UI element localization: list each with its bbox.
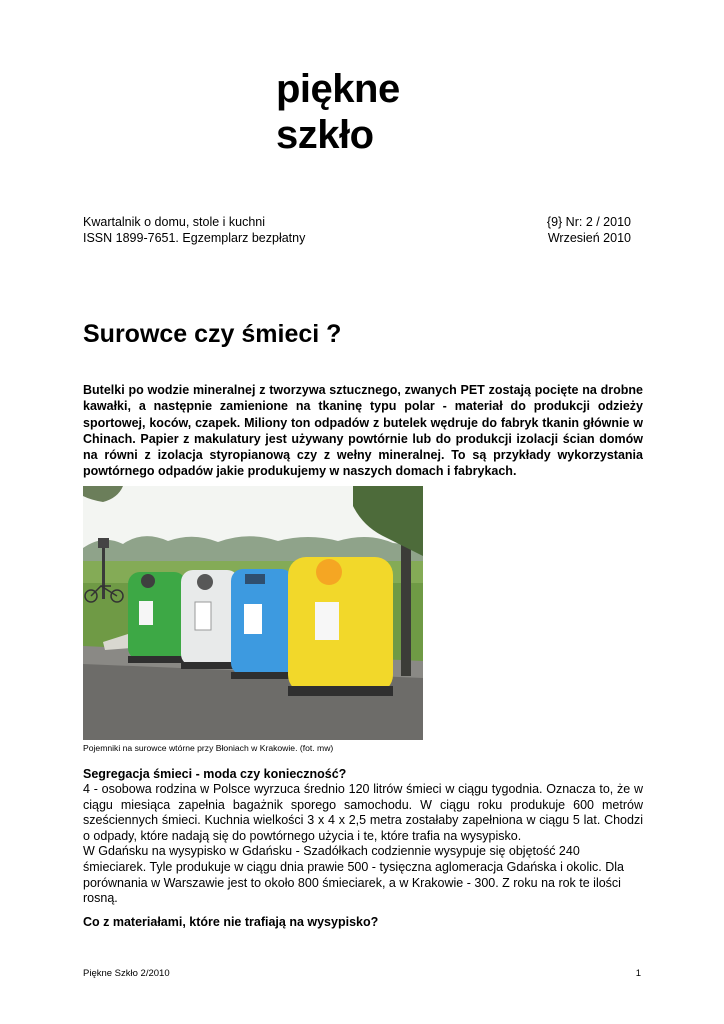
footer-publication: Piękne Szkło 2/2010 (83, 968, 170, 979)
section-heading-segregation: Segregacja śmieci - moda czy konieczność? (83, 767, 347, 781)
issue-meta (83, 214, 631, 246)
section-body (83, 782, 643, 907)
logo-line-2: szkło (276, 113, 374, 157)
magazine-subtitle: Kwartalnik o domu, stole i kuchni (83, 215, 266, 229)
page-number: 1 (635, 968, 641, 979)
paragraph-family-waste: 4 - osobowa rodzina w Polsce wyrzuca średnio 120 litrów śmieci w ciągu tygodnia. Oznacza to, że w ciągu miesiąca zapełnia bagażnik sporego samochodu. W ciągu roku produkuje 600 metrów sześciennych śmieci. Kuchnia wielkości 3 x 4 x 2,5 metra zostałaby zapełniona w ciągu 5 lat. Chodzi o odpady, które nadają się do powtórnego użycia i te, które trafia na wysypisko. (83, 782, 643, 843)
article-title: Surowce czy śmieci ? (83, 320, 342, 348)
photo-caption: Pojemniki na surowce wtórne przy Błoniach w Krakowie. (fot. mw) (83, 743, 334, 753)
recycling-bins-photo (83, 486, 423, 740)
logo-line-1: piękne (276, 67, 400, 111)
magazine-logo (276, 66, 400, 158)
issn-line: ISSN 1899-7651. Egzemplarz bezpłatny (83, 231, 306, 245)
article-lead: Butelki po wodzie mineralnej z tworzywa sztucznego, zwanych PET zostają pocięte na drobne kawałki, a następnie zamienione na tkaninę typu polar - materiał do produkcji odzieży sportowej, koców, czapek. Miliony ton odpadów z butelek wędruje do fabryk tkanin głównie w Chinach. Papier z makulatury jest używany powtórnie lub do produkcji izolacji ścian domów na równi z izolacja styropianową czy z wełny mineralnej. To są przykłady wykorzystania powtórnego odpadów jakie produkujemy w naszych domach i fabrykach. (83, 383, 643, 479)
section-heading-materials: Co z materiałami, które nie trafiają na wysypisko? (83, 915, 379, 929)
paragraph-gdansk-landfill: W Gdańsku na wysypisko w Gdańsku - Szadółkach codziennie wysypuje się objętość 240 śmieciarek. Tyle produkuje w ciągu dnia prawie 500 - tysięczna aglomeracja Gdańska i okolic. Dla porównania w Warszawie jest to około 800 śmieciarek, a w Krakowie - 300. Z roku na rok te ilości rosną. (83, 844, 625, 906)
issue-date: Wrzesień 2010 (547, 231, 631, 245)
issue-number: {9} Nr: 2 / 2010 (546, 215, 631, 229)
page-footer (83, 968, 641, 980)
